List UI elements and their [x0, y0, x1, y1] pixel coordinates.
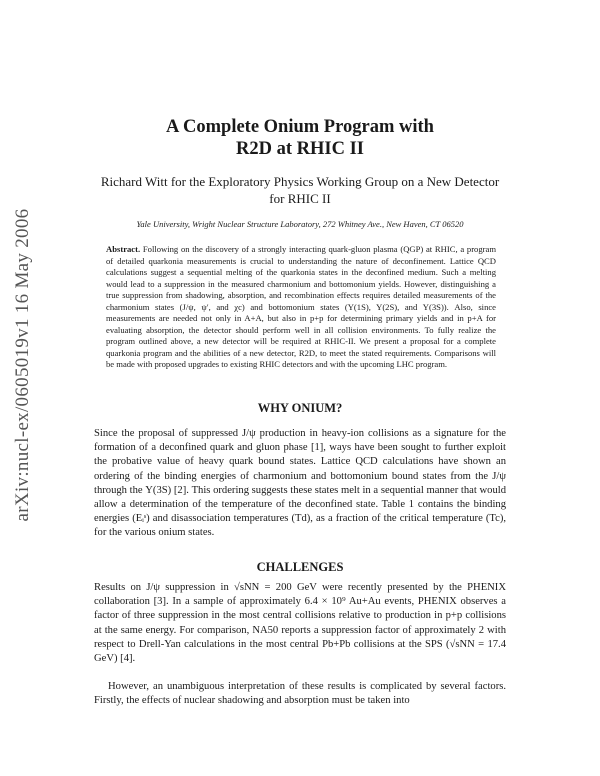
abstract: [106, 244, 496, 371]
abstract-lead: Abstract.: [106, 244, 143, 254]
abstract-text: Following on the discovery of a strongly interacting quark-gluon plasma (QGP) at RHIC, a program of detailed quarkonia measurements is crucial to understanding the nature of deconfinement. Lattice QCD calculations suggest a sequential melting of the quarkonia states in the deconfined medium. Such a melting would lead to a suppression in the measured charmonium and bottomonium yields. However, distinguishing a true suppression from shadowing, absorption, and recombination effects requires detailed measurements of the charmonium states (J/ψ, ψ′, and χc) and bottomonium states (Υ(1S), Υ(2S), and Υ(3S)). Also, since measurements are needed not only in A+A, but also in p+p for determining primary yields and in p+A for evaluating absorption, the detector should perform well in all collision environments. To fully realize the program outlined above, a new detector will be required at RHIC-II. We present a proposal for a complete quarkonia program and the abilities of a new detector, R2D, to meet the stated requirements. Comparisons will be made with proposed upgrades to existing RHIC detectors and with the upcoming LHC program.: [106, 244, 497, 369]
section-heading-challenges: CHALLENGES: [256, 560, 344, 574]
title-line-2: R2D at RHIC II: [236, 139, 364, 159]
challenges-paragraph-2: However, an unambiguous interpretation of these results is complicated by several factors. Firstly, the effects of nuclear shadowing and absorption must be taken into: [94, 681, 506, 707]
affiliation: Yale University, Wright Nuclear Structure Laboratory, 272 Whitney Ave., New Haven, CT 06520: [136, 219, 464, 229]
title-line-1: A Complete Onium Program with: [166, 117, 434, 137]
challenges-paragraph-1: Results on J/ψ suppression in √sNN = 200 GeV were recently presented by the PHENIX collaboration [3]. In a sample of approximately 6.4 × 10⁹ Au+Au events, PHENIX observes a factor of three suppression in the most central collisions relative to production in p+p collisions at the same energy. For comparison, NA50 reports a suppression factor of approximately 2 with respect to Drell-Yan calculations in the most central Pb+Pb collisions at the SPS (√sNN = 17.4 GeV) [4].: [94, 582, 506, 665]
section-heading-why-onium: WHY ONIUM?: [257, 401, 343, 415]
arxiv-sidebar-stamp: [6, 195, 40, 535]
arxiv-id: arXiv:nucl-ex/0605019v1 16 May 2006: [12, 208, 33, 522]
authors: Richard Witt for the Exploratory Physics Working Group on a New Detector for RHIC II: [100, 174, 500, 206]
why-onium-paragraph: Since the proposal of suppressed J/ψ production in heavy-ion collisions as a signature for the formation of a deconfined quark and gluon phase [1], ways have been sought to further exploit the probative value of heavy quark bound states. Lattice QCD calculations have shown an ordering of the binding energies of charmonium and bottomonium bound states from the J/ψ through the Υ(3S) [2]. This ordering suggests these states melt in a sequential manner that would allow a determination of the temperature of the deconfined state. Table 1 contains the binding energies (Eᵢˢ) and disassociation temperatures (Td), as a fraction of the critical temperature (Tc), for the various onium states.: [94, 428, 506, 539]
paper-title: [0, 116, 600, 160]
